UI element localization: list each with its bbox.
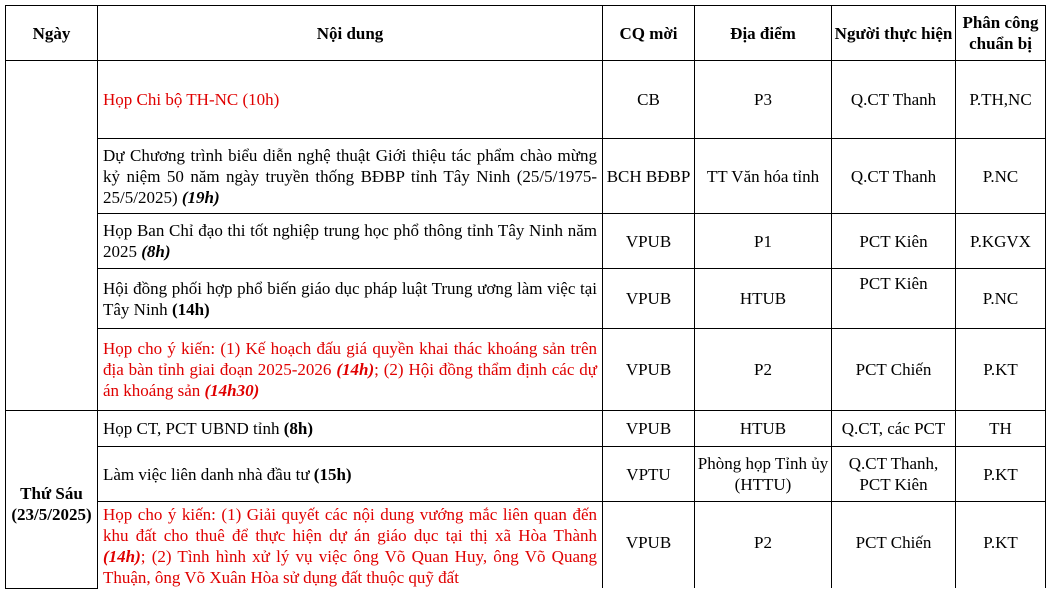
table-row <box>6 139 1046 214</box>
row-content-part2: ; (2) Tình hình xử lý vụ việc ông Võ Quan Huy, ông Võ Quang Thuận, ông Võ Xuân Hòa sử dụng đất thuộc quỹ đất <box>103 547 597 587</box>
header-row <box>6 6 1046 61</box>
row-assignment: P.KT <box>956 502 1046 589</box>
day-cell <box>6 411 98 589</box>
row-inviter: CB <box>603 61 695 139</box>
row-assignment: P.TH,NC <box>956 61 1046 139</box>
row-executor: Q.CT, các PCT <box>832 411 956 447</box>
row-content <box>98 214 603 269</box>
schedule-table <box>5 5 1046 589</box>
row-content <box>98 139 603 214</box>
row-content-part2: ; (2) Hội đồng thẩm định các dự án khoáng sản <box>103 360 597 400</box>
row-time: (8h) <box>283 419 314 438</box>
row-assignment: P.KT <box>956 329 1046 411</box>
header-day: Ngày <box>6 6 98 61</box>
row-location: TT Văn hóa tỉnh <box>695 139 832 214</box>
row-inviter: VPTU <box>603 447 695 502</box>
row-inviter: VPUB <box>603 214 695 269</box>
row-executor: PCT Kiên <box>832 269 956 329</box>
table-row <box>6 411 1046 447</box>
row-time: (19h) <box>181 187 220 207</box>
row-content-part1: Họp cho ý kiến: (1) Kế hoạch đấu giá quyền khai thác khoáng sản trên địa bàn tỉnh giai đoạn 2025-2026 <box>103 339 597 379</box>
row-content <box>98 269 603 329</box>
row-assignment: P.NC <box>956 139 1046 214</box>
row-executor: PCT Chiến <box>832 329 956 411</box>
row-time: (8h) <box>141 242 171 261</box>
row-location: HTUB <box>695 269 832 329</box>
row-content: Họp Chi bộ TH-NC (10h) <box>98 61 603 139</box>
row-time-1: (14h) <box>103 547 141 566</box>
row-executor: PCT Chiến <box>832 502 956 589</box>
row-content-part1: Họp cho ý kiến: (1) Giải quyết các nội dung vướng mắc liên quan đến khu đất cho thuê để thực hiện dự án giáo dục tại thị xã Hòa Thành <box>103 505 597 545</box>
row-content-text: Dự Chương trình biểu diễn nghệ thuật Giới thiệu tác phẩm chào mừng kỷ niệm 50 năm ngày truyền thống BĐBP tỉnh Tây Ninh (25/5/1975-25/5/2025) <box>103 145 597 207</box>
row-content <box>98 447 603 502</box>
row-assignment: TH <box>956 411 1046 447</box>
row-location: HTUB <box>695 411 832 447</box>
table-row <box>6 269 1046 329</box>
row-executor: Q.CT Thanh, PCT Kiên <box>832 447 956 502</box>
table-row <box>6 214 1046 269</box>
table-row <box>6 61 1046 139</box>
row-location: P3 <box>695 61 832 139</box>
row-time-2: (14h30) <box>204 381 260 400</box>
table-row <box>6 329 1046 411</box>
row-executor: Q.CT Thanh <box>832 139 956 214</box>
row-inviter: BCH BĐBP <box>603 139 695 214</box>
row-content-text: Hội đồng phối hợp phổ biến giáo dục pháp luật Trung ương làm việc tại Tây Ninh <box>103 278 597 319</box>
header-assignment: Phân công chuẩn bị <box>956 6 1046 61</box>
day-label: Thứ Sáu <box>20 483 83 503</box>
row-executor: Q.CT Thanh <box>832 61 956 139</box>
row-content <box>98 502 603 589</box>
row-inviter: VPUB <box>603 502 695 589</box>
row-executor: PCT Kiên <box>832 214 956 269</box>
row-content <box>98 411 603 447</box>
row-time-1: (14h) <box>336 360 375 379</box>
table-row <box>6 502 1046 589</box>
row-content <box>98 329 603 411</box>
row-location: P2 <box>695 502 832 589</box>
table-row <box>6 447 1046 502</box>
row-time: (15h) <box>313 464 352 484</box>
row-assignment: P.KT <box>956 447 1046 502</box>
day-cell-previous <box>6 61 98 411</box>
row-time: (14h) <box>171 299 210 319</box>
row-inviter: VPUB <box>603 269 695 329</box>
row-assignment: P.KGVX <box>956 214 1046 269</box>
header-content: Nội dung <box>98 6 603 61</box>
header-inviter: CQ mời <box>603 6 695 61</box>
row-location: P2 <box>695 329 832 411</box>
row-content-text: Họp Ban Chỉ đạo thi tốt nghiệp trung học phổ thông tỉnh Tây Ninh năm 2025 <box>103 221 597 261</box>
row-location: P1 <box>695 214 832 269</box>
row-assignment: P.NC <box>956 269 1046 329</box>
row-content-text: Làm việc liên danh nhà đầu tư <box>103 464 310 484</box>
header-executor: Người thực hiện <box>832 6 956 61</box>
row-location: Phòng họp Tỉnh ủy (HTTU) <box>695 447 832 502</box>
row-content-text: Họp CT, PCT UBND tỉnh <box>103 419 280 438</box>
row-inviter: VPUB <box>603 329 695 411</box>
header-location: Địa điểm <box>695 6 832 61</box>
row-inviter: VPUB <box>603 411 695 447</box>
day-date: (23/5/2025) <box>11 504 92 524</box>
